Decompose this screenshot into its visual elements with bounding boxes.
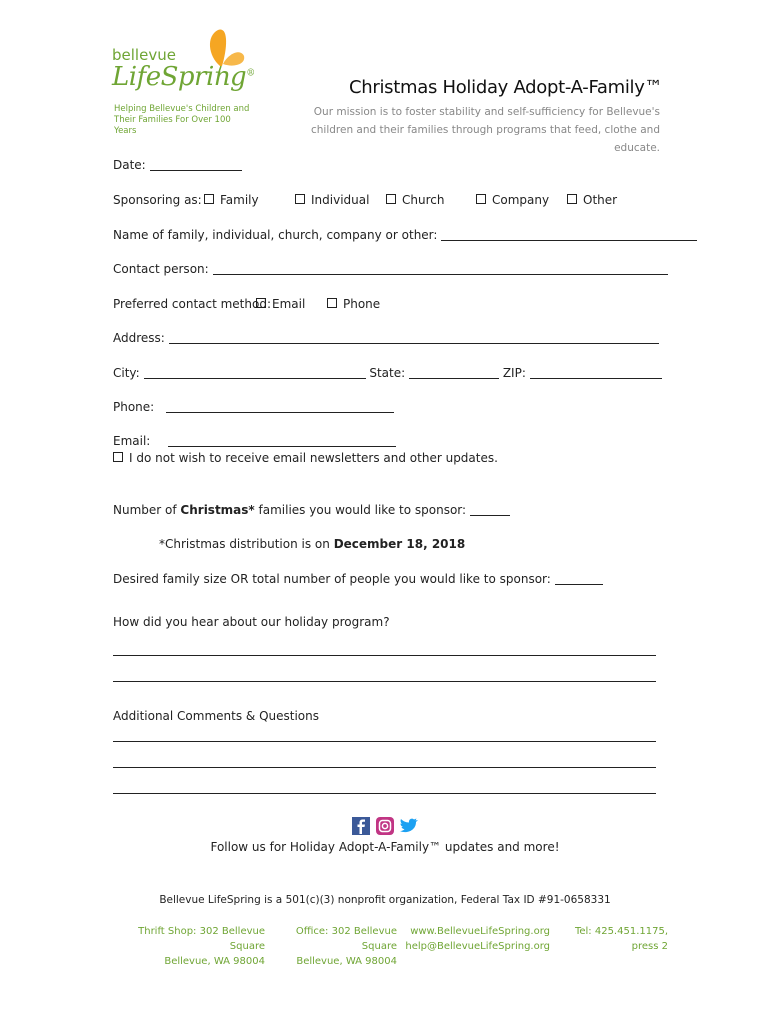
contact-field[interactable] [213,262,668,275]
name-label: Name of family, individual, church, company or other: [113,228,438,242]
contact-label: Contact person: [113,262,209,276]
hear-label: How did you hear about our holiday program? [113,615,390,629]
phone-label: Phone: [113,400,155,414]
pref-option-phone[interactable]: Phone [327,297,380,311]
comments-field-line-1[interactable] [113,740,656,742]
sponsoring-label: Sponsoring as: [113,193,202,207]
size-label: Desired family size OR total number of people you would like to sponsor: [113,572,551,586]
page-title: Christmas Holiday Adopt-A-Family™ [349,77,663,98]
address-label: Address: [113,331,165,345]
zip-label: ZIP: [502,366,526,380]
checkbox[interactable] [386,194,396,204]
date-label: Date: [113,158,146,172]
logo [112,26,255,136]
checkbox[interactable] [327,298,337,308]
checkbox[interactable] [256,298,266,308]
logo-small-text: bellevue [112,46,176,64]
tax-statement: Bellevue LifeSpring is a 501(c)(3) nonprofit organization, Federal Tax ID #91-0658331 [159,894,611,906]
sponsor-option-company[interactable]: Company [476,193,549,207]
name-row [113,228,697,242]
state-field[interactable] [409,366,499,379]
pref-option-email[interactable]: Email [256,297,305,311]
sponsor-option-church[interactable]: Church [386,193,444,207]
checkbox[interactable] [476,194,486,204]
hear-field-line-1[interactable] [113,654,656,656]
twitter-icon[interactable] [400,819,418,833]
zip-field[interactable] [530,366,662,379]
logo-tagline: Helping Bellevue's Children and Their Families For Over 100 Years [114,104,250,136]
checkbox[interactable] [567,194,577,204]
sponsor-option-family[interactable]: Family [204,193,259,207]
size-field[interactable] [555,572,603,585]
footer-thrift-address: Thrift Shop: 302 Bellevue Square Bellevue, WA 98004 [138,926,265,967]
city-row [113,366,662,380]
city-field[interactable] [144,366,366,379]
date-field[interactable] [150,158,242,171]
comments-field-line-3[interactable] [113,792,656,794]
footer-phone: Tel: 425.451.1175, press 2 [574,926,668,952]
address-row [113,331,659,345]
footer-contact-links [405,924,550,954]
city-label: City: [113,366,140,380]
pref-label: Preferred contact method: [113,297,271,311]
checkbox[interactable] [204,194,214,204]
families-row: Number of Christmas* families you would like to sponsor: [113,503,510,517]
newsletter-optout[interactable]: I do not wish to receive email newsletters and other updates. [113,451,498,465]
date-row [113,158,242,172]
phone-row [113,400,394,414]
phone-field[interactable] [166,400,394,413]
mission-statement: Our mission is to foster stability and self-sufficiency for Bellevue's children and their families through programs that feed, clothe and educate. [310,106,660,154]
comments-field-line-2[interactable] [113,766,656,768]
contact-row [113,262,668,276]
comments-label: Additional Comments & Questions [113,709,320,723]
hear-field-line-2[interactable] [113,680,656,682]
checkbox[interactable] [113,452,123,462]
address-field[interactable] [169,331,659,344]
website-link[interactable]: www.BellevueLifeSpring.org [410,926,550,937]
distribution-note: *Christmas distribution is on December 18, 2018 [159,537,466,551]
email-link[interactable]: help@BellevueLifeSpring.org [405,941,550,952]
name-field[interactable] [441,228,697,241]
email-label: Email: [113,434,151,448]
families-field[interactable] [470,503,510,516]
logo-big-text: LifeSpring® [112,62,255,92]
facebook-icon[interactable] [352,817,370,835]
sponsor-option-other[interactable]: Other [567,193,617,207]
sponsor-option-individual[interactable]: Individual [295,193,369,207]
instagram-icon[interactable] [376,817,394,835]
email-field[interactable] [168,434,396,447]
email-row [113,434,396,448]
footer-office-address: Office: 302 Bellevue Square Bellevue, WA 98004 [295,926,397,967]
social-icons [352,816,424,841]
checkbox[interactable] [295,194,305,204]
size-row [113,572,603,586]
follow-text: Follow us for Holiday Adopt-A-Family™ updates and more! [210,840,560,854]
state-label: State: [369,366,406,380]
